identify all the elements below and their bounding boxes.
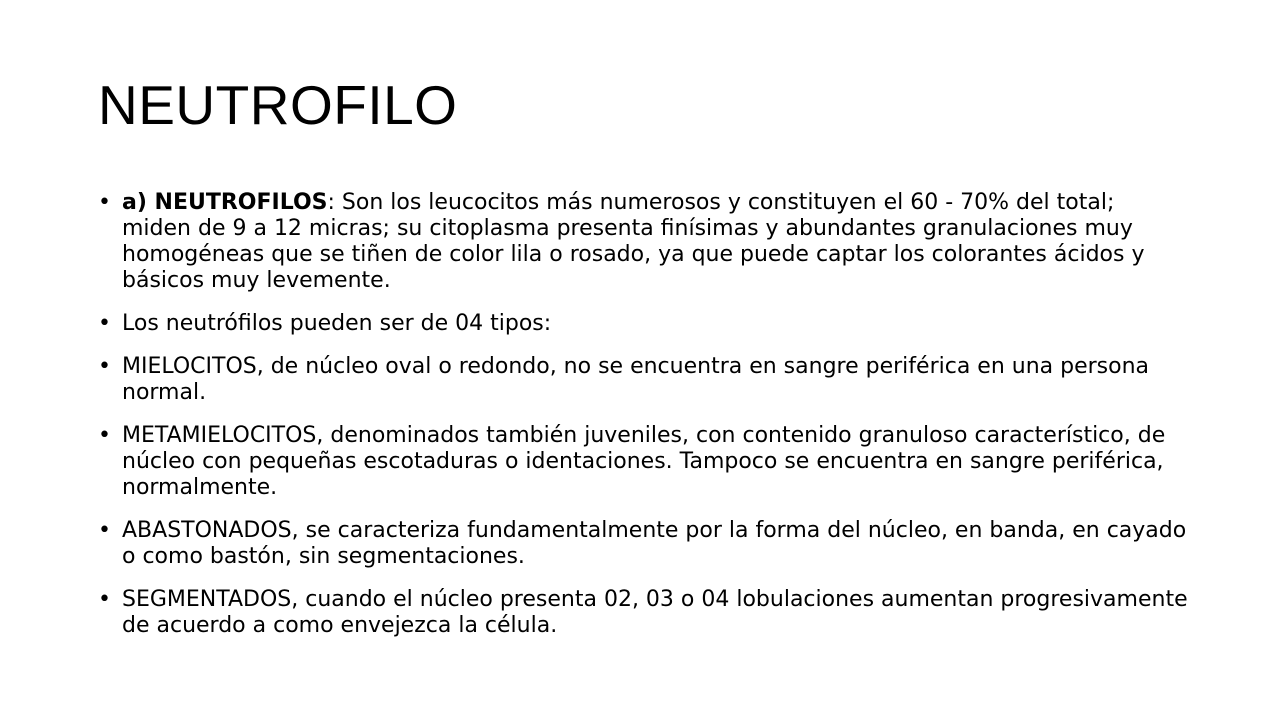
bullet-dot-icon: • — [98, 190, 111, 215]
bullet-lead-text: a) NEUTROFILOS — [122, 190, 328, 215]
bullet-item-mielocitos — [98, 354, 1188, 406]
bullet-item-segmentados — [98, 587, 1188, 639]
bullet-dot-icon: • — [98, 354, 111, 379]
bullet-dot-icon: • — [98, 587, 111, 612]
bullet-item-tipos — [98, 311, 1188, 337]
bullet-item-neutrofilos — [98, 190, 1188, 294]
bullet-text: SEGMENTADOS, cuando el núcleo presenta 02, 03 o 04 lobulaciones aumentan progresivamente de acuerdo a como envejezca la célula. — [122, 587, 1188, 638]
bullet-text: Los neutrófilos pueden ser de 04 tipos: — [122, 311, 552, 336]
bullet-text: METAMIELOCITOS, denominados también juveniles, con contenido granuloso característico, de núcleo con pequeñas escotaduras o identaciones. Tampoco se encuentra en sangre periférica, normalmente. — [122, 423, 1166, 500]
bullet-dot-icon: • — [98, 423, 111, 448]
bullet-dot-icon: • — [98, 518, 111, 543]
bullet-dot-icon: • — [98, 311, 111, 336]
bullet-text: : Son los leucocitos más numerosos y constituyen el 60 - 70% del total; miden de 9 a 12 micras; su citoplasma presenta finísimas y abundantes granulaciones muy homogéneas que se tiñen de color lila o rosado, ya que puede captar los colorantes ácidos y básicos muy levemente. — [122, 190, 1145, 293]
bullet-item-abastonados — [98, 518, 1188, 570]
bullet-text: MIELOCITOS, de núcleo oval o redondo, no se encuentra en sangre periférica en una persona normal. — [122, 354, 1150, 405]
bullet-item-metamielocitos — [98, 423, 1188, 501]
bullet-text: ABASTONADOS, se caracteriza fundamentalmente por la forma del núcleo, en banda, en cayado o como bastón, sin segmentaciones. — [122, 518, 1187, 569]
bullet-list — [98, 190, 1188, 656]
slide-title: NEUTROFILO — [98, 74, 458, 136]
